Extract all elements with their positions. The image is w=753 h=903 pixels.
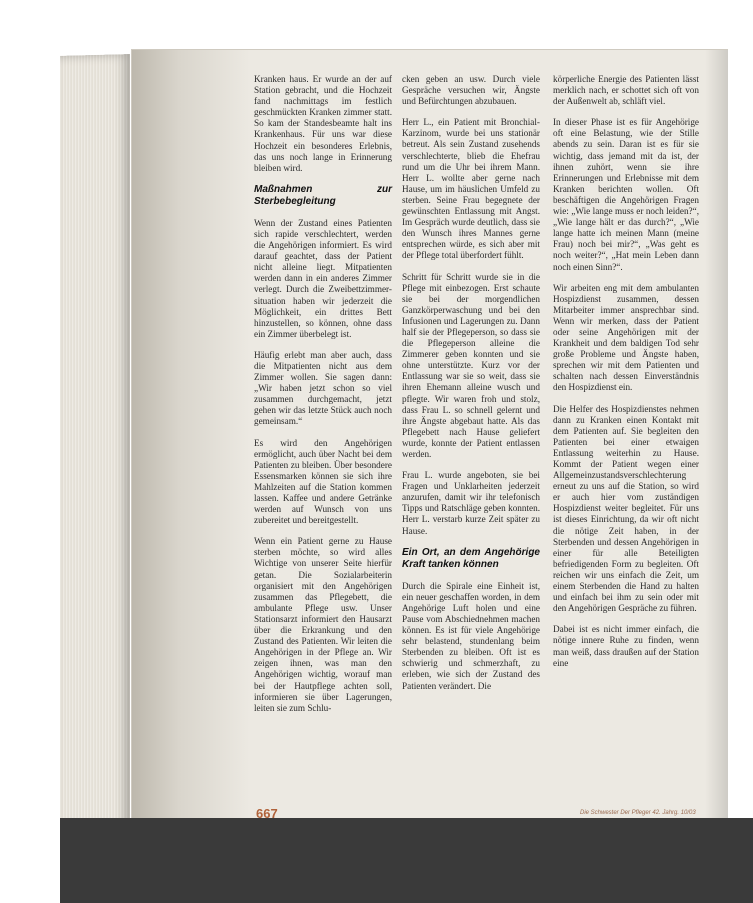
right-margin-blank	[728, 0, 753, 903]
paragraph: Es wird den Angehörigen ermöglicht, auch über Nacht bei dem Patienten zu bleiben. Über besondere Essensmarken können sie sich ihre Mahlzeiten auf die Station kommen lassen. Kaffee und andere Getränke werden auf Wunsch von uns zubereitet und bereitgestellt.	[254, 437, 392, 526]
paragraph: Schritt für Schritt wurde sie in die Pflege mit einbezogen. Erst schaute sie bei der morgendlichen Ganzkörperwaschung und bei den Infusionen und Lagerungen zu. Dann half sie der Pflegeperson, so dass sie die Pflegeperson alleine die Zimmerer geben konnten und sie ohne unterstützte. Kurz vor der Entlassung war sie so weit, dass sie ihren Ehemann alleine wusch und pflegte. Wir waren froh und stolz, dass Frau L. so schnell gelernt und ihre Ängste abgebaut hatte. Als das Pflegebett nach Hause geliefert wurde, konnte der Patient entlassen werden.	[402, 271, 540, 459]
paragraph: cken geben an usw. Durch viele Gespräche versuchen wir, Ängste und Befürchtungen abzubauen.	[402, 74, 540, 107]
paragraph: Kranken haus. Er wurde an der auf Station gebracht, und die Hochzeit fand nachmittags im festlich geschmückten Kranken zimmer statt. So kam der Standesbeamte halt ins Krankenhaus. Für uns war diese Hochzeit ein besonderes Erlebnis, das uns noch lange in Erinnerung bleiben wird.	[254, 74, 392, 173]
paragraph: Dabei ist es nicht immer einfach, die nötige innere Ruhe zu finden, wenn man weiß, dass draußen auf der Station eine	[553, 624, 699, 668]
page-number: 667	[256, 806, 278, 821]
paragraph: Wir arbeiten eng mit dem ambulanten Hospizdienst zusammen, dessen Mitarbeiter immer ansprechbar sind. Wenn wir merken, dass der Patient oder seine Angehörigen mit der Krankheit und dem baldigen Tod sehr große Probleme und Ängste haben, sprechen wir mit dem Patienten und schalten nach dessen Einverständnis den Hospizdienst ein.	[553, 282, 699, 393]
paragraph: Herr L., ein Patient mit Bronchial-Karzinom, wurde bei uns stationär betreut. Als sein Zustand zusehends verschlechterte, blieb die Ehefrau rund um die Uhr bei ihrem Mann. Herr L. wollte aber gerne nach Hause, um im häuslichen Umfeld zu sterben. Seine Frau begegnete der gewünschten Entlassung mit Angst. Im Gespräch wurde deutlich, dass sie den Wunsch ihres Mannes gerne entsprechen würde, es sich aber mit der Pflege total überfordert fühlt.	[402, 117, 540, 261]
paragraph: Frau L. wurde angeboten, sie bei Fragen und Unklarheiten jederzeit anzurufen, damit wir ihr telefonisch Tipps und Ratschläge geben konnten. Herr L. verstarb kurze Zeit später zu Hause.	[402, 470, 540, 536]
text-column-2	[402, 74, 540, 702]
page-gutter-shadow	[132, 50, 250, 822]
paragraph: Wenn der Zustand eines Patienten sich rapide verschlechtert, werden die Angehörigen informiert. Es wird darauf geachtet, dass der Patient nicht alleine liegt. Mitpatienten werden dann in ein anderes Zimmer verlegt. Durch die Zweibettzimmer-situation haben wir jederzeit die Möglichkeit, ein drittes Bett hinzustellen, so können, ohne dass ein Zimmer überbelegt ist.	[254, 217, 392, 339]
paragraph: Durch die Spirale eine Einheit ist, ein neuer geschaffen worden, in dem Angehörige Luft holen und eine Pause vom Abschiednehmen machen können. Es ist für viele Angehörige sehr belastend, stundenlang beim Sterbenden zu bleiben. Oft ist es schwierig und schmerzhaft, zu erleben, wie sich der Zustand des Patienten verändert. Die	[402, 580, 540, 691]
paragraph: Häufig erlebt man aber auch, dass die Mitpatienten nicht aus dem Zimmer wollen. Sie sagen dann: „Wir haben jetzt schon so viel zusammen durchgemacht, jetzt gehen wir das letzte Stück auch noch gemeinsam.“	[254, 349, 392, 427]
paragraph: In dieser Phase ist es für Angehörige oft eine Belastung, wie der Stille abends zu sein. Daran ist es für sie wichtig, dass jemand mit da ist, der ihnen zuhört, wenn sie ihre Erinnerungen und Erlebnisse mit dem Kranken berichten wollen. Oft beschäftigen die Angehörigen Fragen wie: „Wie lange muss er noch leiden?“, „Wie lange hält er das durch?“, „Wie lange hatte ich meinen Mann (meine Frau) noch bei mir?“, „Was geht es noch weiter?“, „Hat mein Leben dann noch einen Sinn?“.	[553, 117, 699, 272]
text-column-1	[254, 74, 392, 724]
paragraph: körperliche Energie des Patienten lässt merklich nach, er schottet sich oft von der Außenwelt ab, schläft viel.	[553, 74, 699, 107]
text-column-3	[553, 74, 699, 679]
running-footer: Die Schwester Der Pfleger 42. Jahrg. 10/03	[580, 810, 696, 816]
section-heading: Ein Ort, an dem Angehörige Kraft tanken können	[402, 546, 540, 570]
book-page-edges	[60, 54, 130, 856]
paragraph: Die Helfer des Hospizdienstes nehmen dann zu Kranken einen Kontakt mit dem Patienten auf. Sie begleiten den Patienten bei einer etwaigen Entlassung weiterhin zu Hause. Kommt der Patient wegen einer Allgemeinzustandsverschlechterung erneut zu uns auf die Station, so wird er auch hier vom zuständigen Hospizdienst weiter begleitet. Für uns ist dieses Einrichtung, da wir oft nicht die nötige Zeit haben, in der Sterbenden und dessen Angehörigen in einer für alle Beteiligten befriedigenden Form zu begleiten. Oft reichen wir uns einfach die Zeit, um einem Sterbenden die Hand zu halten und einfach bei ihm zu sein oder mit den Angehörigen Gespräche zu führen.	[553, 403, 699, 614]
scanner-bottom-band	[60, 818, 753, 903]
section-heading: Maßnahmen zur Sterbebegleitung	[254, 183, 392, 207]
paragraph: Wenn ein Patient gerne zu Hause sterben möchte, so wird alles Wichtige von unserer Seite hierfür getan. Die Sozialarbeiterin organisiert mit den Angehörigen zusammen das Pflegebett, die ambulante Pflege usw. Unser Stationsarzt informiert den Hausarzt über die Erkrankung und den Zustand des Patienten. Wir leiten die Angehörigen in der Pflege an. Wir zeigen ihnen, was man den Angehörigen wichtig, worauf man bei der Hautpflege achten soll, informieren sie über Lagerungen, leiten sie zum Schlu-	[254, 536, 392, 713]
